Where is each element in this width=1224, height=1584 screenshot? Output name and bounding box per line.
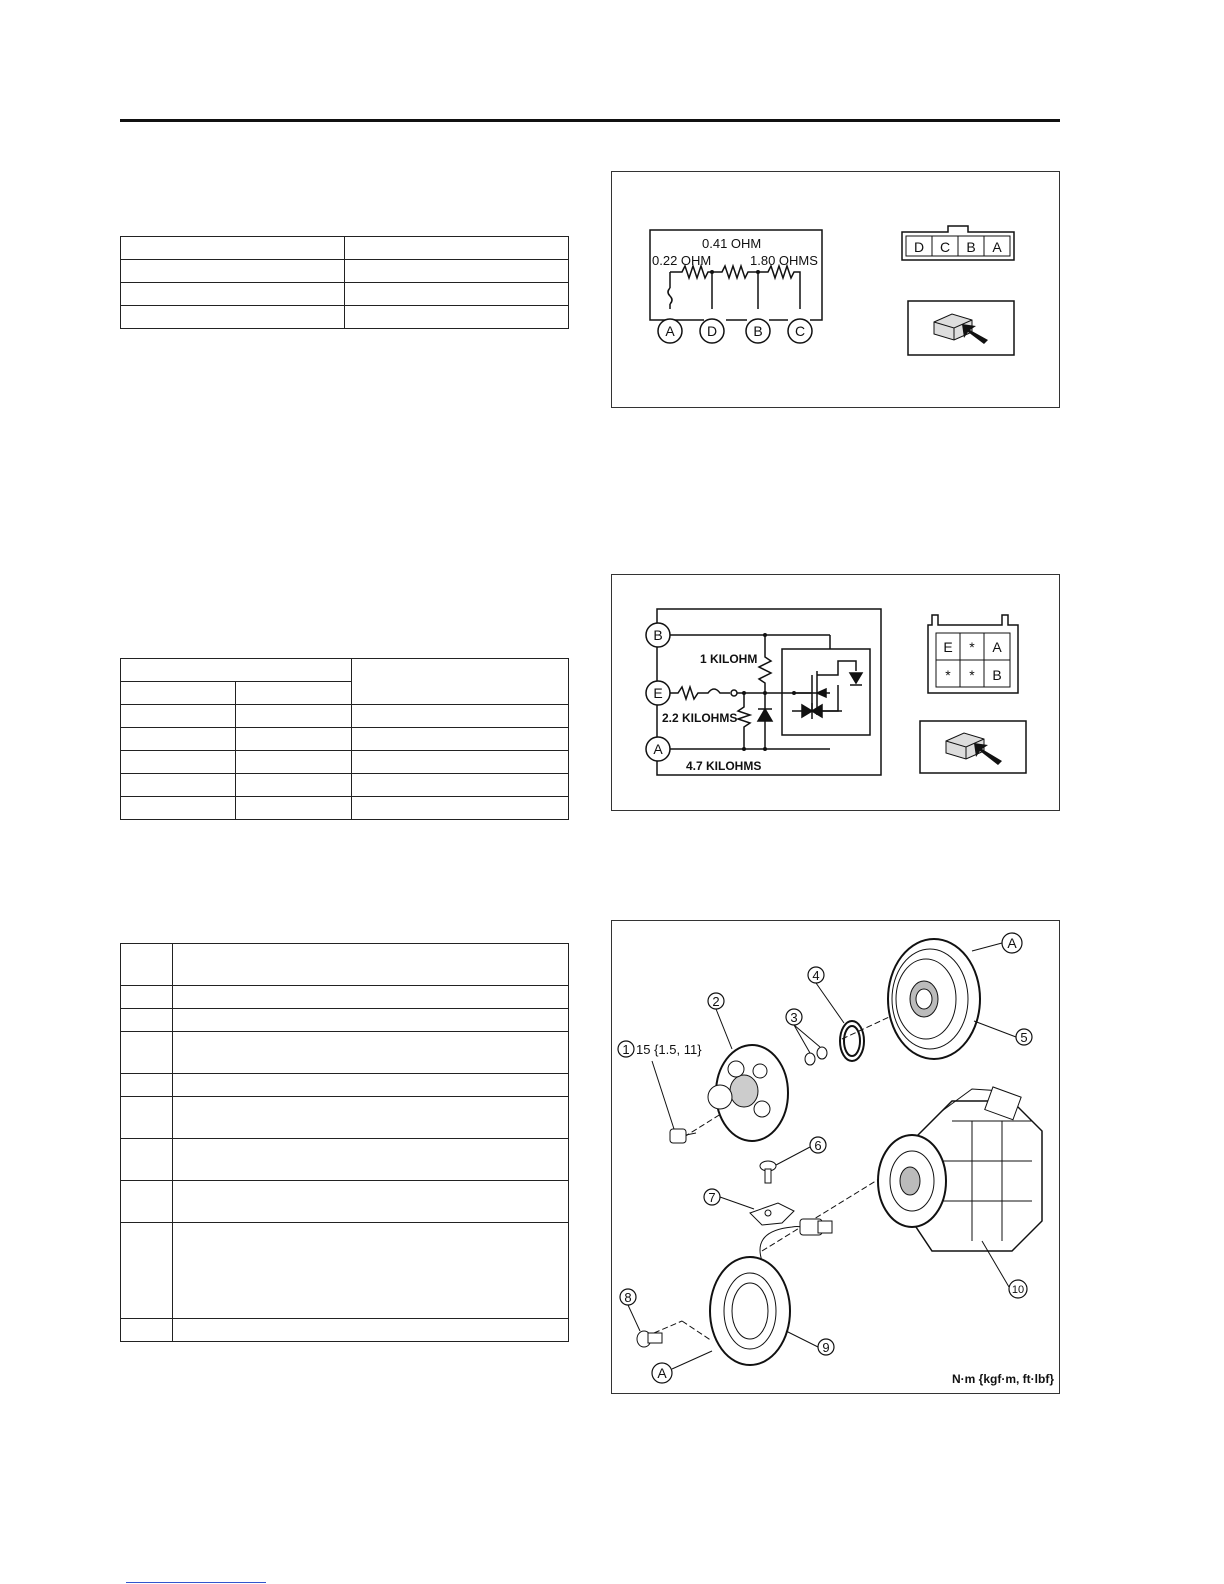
- callout-number: 6: [814, 1138, 822, 1153]
- table-row: [121, 774, 569, 797]
- torque-units-label: N·m {kgf·m, ft·lbf}: [952, 1372, 1054, 1386]
- reference-label-a: A: [657, 1365, 667, 1381]
- table-row: [121, 1097, 569, 1139]
- table-row: [121, 986, 569, 1009]
- callout-number: 10: [1011, 1284, 1025, 1296]
- terminal-label: A: [653, 741, 663, 757]
- table-row: [121, 659, 569, 682]
- procedure-table: [120, 943, 569, 1342]
- connector-pin: A: [992, 239, 1002, 255]
- terminal-label: A: [665, 323, 675, 339]
- snap-ring-part: [840, 1021, 864, 1061]
- bracket-part: [750, 1203, 794, 1225]
- reference-label-a: A: [1007, 935, 1017, 951]
- table-row: [121, 260, 569, 283]
- table-row: [121, 283, 569, 306]
- table-row: [121, 751, 569, 774]
- callout-number: 5: [1020, 1030, 1028, 1045]
- clutch-exploded-view: [612, 921, 1059, 1393]
- table-row: [121, 306, 569, 329]
- connector-pin: D: [913, 239, 925, 255]
- screw-part: [760, 1161, 776, 1183]
- table-row: [121, 1074, 569, 1097]
- header-rule: [120, 119, 1060, 122]
- pressure-plate-part: [708, 1045, 788, 1141]
- clutch-resistance-figure: [611, 171, 1060, 408]
- table-row: [121, 1181, 569, 1223]
- connector-pin: B: [966, 239, 976, 255]
- resistance-label-041: 0.41 OHM: [702, 236, 762, 251]
- terminal-label: C: [794, 323, 806, 339]
- table-row: [121, 237, 569, 260]
- table-row: [121, 1009, 569, 1032]
- terminal-label: E: [653, 685, 663, 701]
- terminal-label: B: [653, 627, 663, 643]
- torque-spec-label: 15 {1.5, 11}: [636, 1042, 702, 1057]
- footer-link-underline[interactable]: [126, 1582, 266, 1583]
- relay-circuit-diagram: [612, 575, 1059, 810]
- terminal-label: B: [753, 323, 763, 339]
- terminal-label: D: [706, 323, 718, 339]
- callout-number: 9: [822, 1340, 830, 1355]
- field-coil-part: [710, 1219, 832, 1365]
- connector-pin: *: [969, 667, 975, 683]
- table-row: [121, 1319, 569, 1342]
- resistance-label-180: 1.80 OHMS: [750, 253, 818, 268]
- clutch-exploded-figure: [611, 920, 1060, 1394]
- table-row: [121, 1032, 569, 1074]
- callout-number: 4: [812, 968, 820, 983]
- callout-number: 1: [622, 1042, 630, 1057]
- connector-pin: *: [945, 667, 951, 683]
- bolt-part: [670, 1129, 696, 1143]
- table-row: [121, 1139, 569, 1181]
- resistance-label-1k: 1 KILOHM: [700, 652, 758, 666]
- callout-number: 3: [790, 1010, 798, 1025]
- inspection-table: [120, 658, 569, 820]
- table-row: [121, 728, 569, 751]
- connector-pin: *: [969, 639, 975, 655]
- relay-circuit-figure: [611, 574, 1060, 811]
- callout-number: 7: [708, 1190, 716, 1205]
- resistance-label-47k: 4.7 KILOHMS: [686, 759, 762, 773]
- table-row: [121, 797, 569, 820]
- table-row: [121, 944, 569, 986]
- connector-pin: C: [939, 239, 951, 255]
- bolt-part: [637, 1331, 662, 1347]
- connector-pin: A: [992, 639, 1002, 655]
- resistance-label-22k: 2.2 KILOHMS: [662, 711, 738, 725]
- pulley-part: [888, 939, 980, 1059]
- harness-side-icon: [908, 301, 1014, 355]
- resistance-label-022: 0.22 OHM: [652, 253, 712, 268]
- harness-side-icon: [920, 721, 1026, 773]
- connector-pin: E: [943, 639, 953, 655]
- callout-number: 8: [624, 1290, 632, 1305]
- clutch-circuit-diagram: [612, 172, 1059, 407]
- resistance-table: [120, 236, 569, 329]
- callout-number: 2: [712, 994, 720, 1009]
- connector-pin: B: [992, 667, 1002, 683]
- compressor-part: [878, 1087, 1042, 1251]
- table-row: [121, 1223, 569, 1319]
- table-row: [121, 705, 569, 728]
